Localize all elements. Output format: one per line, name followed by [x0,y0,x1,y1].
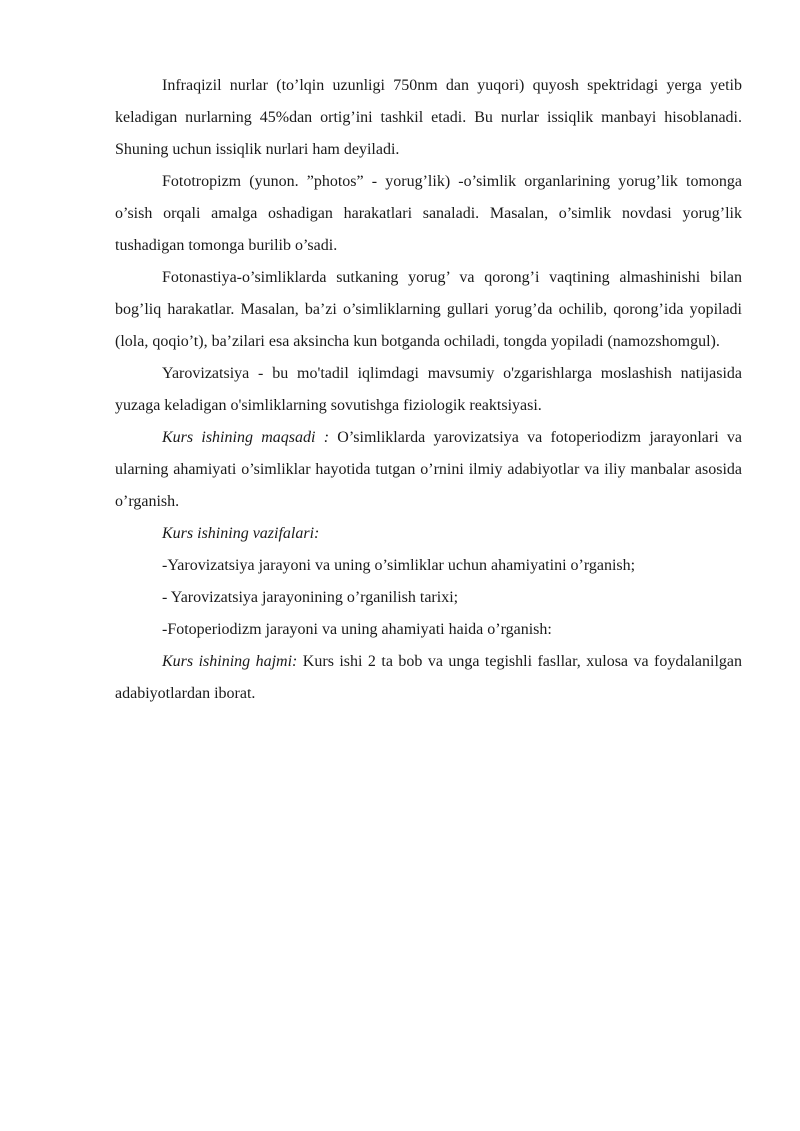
task-item-3: -Fotoperiodizm jarayoni va uning ahamiyati haida o’rganish: [162,621,552,638]
paragraph-infrared: Infraqizil nurlar (to’lqin uzunligi 750nm dan yuqori) quyosh spektridagi yerga yetib keladigan nurlarning 45%dan ortig’ini tashkil etadi. Bu nurlar issiqlik manbayi hisoblanadi. Shuning uchun issiqlik nurlari ham deyiladi. [115,77,742,158]
paragraph-vernalization: Yarovizatsiya - bu mo'tadil iqlimdagi mavsumiy o'zgarishlarga moslashish natijasida yuzaga keladigan o'simliklarning sovutishga fiziologik reaktsiyasi. [115,365,742,414]
document-page [115,70,742,710]
paragraph-course-volume [115,646,742,710]
course-volume-label: Kurs ishining hajmi: [162,653,298,670]
paragraph-photonasty: Fotonastiya-o’simliklarda sutkaning yorug’ va qorong’i vaqtining almashinishi bilan bog’liq harakatlar. Masalan, ba’zi o’simliklarning gullari yorug’da ochilib, qorong’ida yopiladi (lola, qoqio’t), ba’zilari esa aksincha kun botganda ochiladi, tongda yopiladi (namozshomgul). [115,269,742,350]
task-item-2: - Yarovizatsiya jarayonining o’rganilish tarixi; [162,589,459,606]
task-item-1: -Yarovizatsiya jarayoni va uning o’simliklar uchun ahamiyatini o’rganish; [162,557,636,574]
course-volume-text: Kurs ishi 2 ta bob va unga tegishli fasllar, xulosa va foydalanilgan adabiyotlardan iborat. [115,653,742,702]
tasks-heading: Kurs ishining vazifalari: [162,525,320,542]
course-goal-text: O’simliklarda yarovizatsiya va fotoperiodizm jarayonlari va ularning ahamiyati o’simliklar hayotida tutgan o’rnini ilmiy adabiyotlar va iliy manbalar asosida o’rganish. [115,429,743,510]
course-goal-label: Kurs ishining maqsadi : [162,429,330,446]
paragraph-course-goal [115,422,742,518]
paragraph-phototropism: Fototropizm (yunon. ”photos” - yorug’lik) -o’simlik organlarining yorug’lik tomonga o’sish orqali amalga oshadigan harakatlari sanaladi. Masalan, o’simlik novdasi yorug’lik tushadigan tomonga burilib o’sadi. [115,173,742,254]
